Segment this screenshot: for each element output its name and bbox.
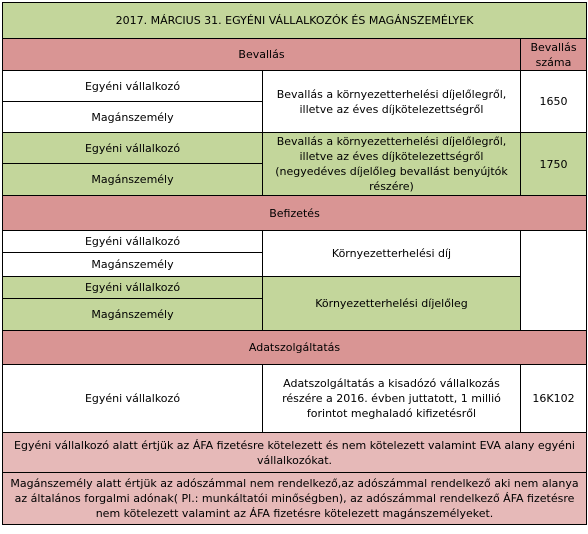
befizetes-description: Környezetterhelési díj bbox=[263, 231, 521, 277]
deadline-table bbox=[2, 2, 587, 525]
row-label-maganszemely: Magánszemély bbox=[3, 164, 263, 196]
row-label-maganszemely: Magánszemély bbox=[3, 299, 263, 331]
note-egyeni-vallalkozo: Egyéni vállalkozó alatt értjük az ÁFA fizetésre kötelezett és nem kötelezett valamint EVA alany egyéni vállalkozókat. bbox=[3, 433, 587, 473]
befizetes-empty-cell bbox=[521, 231, 587, 331]
bevallas-number: 1650 bbox=[521, 71, 587, 133]
table-title: 2017. MÁRCIUS 31. EGYÉNI VÁLLALKOZÓK ÉS MAGÁNSZEMÉLYEK bbox=[3, 3, 587, 39]
row-label-maganszemely: Magánszemély bbox=[3, 253, 263, 277]
adatszolgaltatas-number: 16K102 bbox=[521, 365, 587, 433]
row-label-egyeni-vallalkozo: Egyéni vállalkozó bbox=[3, 365, 263, 433]
bevallas-description: Bevallás a környezetterhelési díjelőlegről, illetve az éves díjkötelezettségről bbox=[263, 71, 521, 133]
section-header-bevallas: Bevallás bbox=[3, 39, 521, 71]
row-label-egyeni-vallalkozo: Egyéni vállalkozó bbox=[3, 133, 263, 164]
bevallas-description: Bevallás a környezetterhelési díjelőlegről, illetve az éves díjkötelezettségről (negyedéves díjelőleg bevallást benyújtók részére) bbox=[263, 133, 521, 196]
row-label-egyeni-vallalkozo: Egyéni vállalkozó bbox=[3, 231, 263, 253]
column-header-bevallas-szama: Bevallás száma bbox=[521, 39, 587, 71]
section-header-befizetes: Befizetés bbox=[3, 196, 587, 231]
row-label-maganszemely: Magánszemély bbox=[3, 102, 263, 133]
adatszolgaltatas-description: Adatszolgáltatás a kisadózó vállalkozás részére a 2016. évben juttatott, 1 millió forintot meghaladó kifizetésről bbox=[263, 365, 521, 433]
befizetes-description: Környezetterhelési díjelőleg bbox=[263, 277, 521, 331]
bevallas-number: 1750 bbox=[521, 133, 587, 196]
row-label-egyeni-vallalkozo: Egyéni vállalkozó bbox=[3, 71, 263, 102]
note-maganszemely: Magánszemély alatt értjük az adószámmal nem rendelkező,az adószámmal rendelkező aki nem alanya az általános forgalmi adónak( Pl.: munkáltatói minőségben), az adószámmal rendelkező ÁFA fizetésre nem kötelezett valamint az ÁFA fizetésre kötelezett magánszemélyeket. bbox=[3, 473, 587, 525]
row-label-egyeni-vallalkozo: Egyéni vállalkozó bbox=[3, 277, 263, 299]
section-header-adatszolgaltatas: Adatszolgáltatás bbox=[3, 331, 587, 365]
